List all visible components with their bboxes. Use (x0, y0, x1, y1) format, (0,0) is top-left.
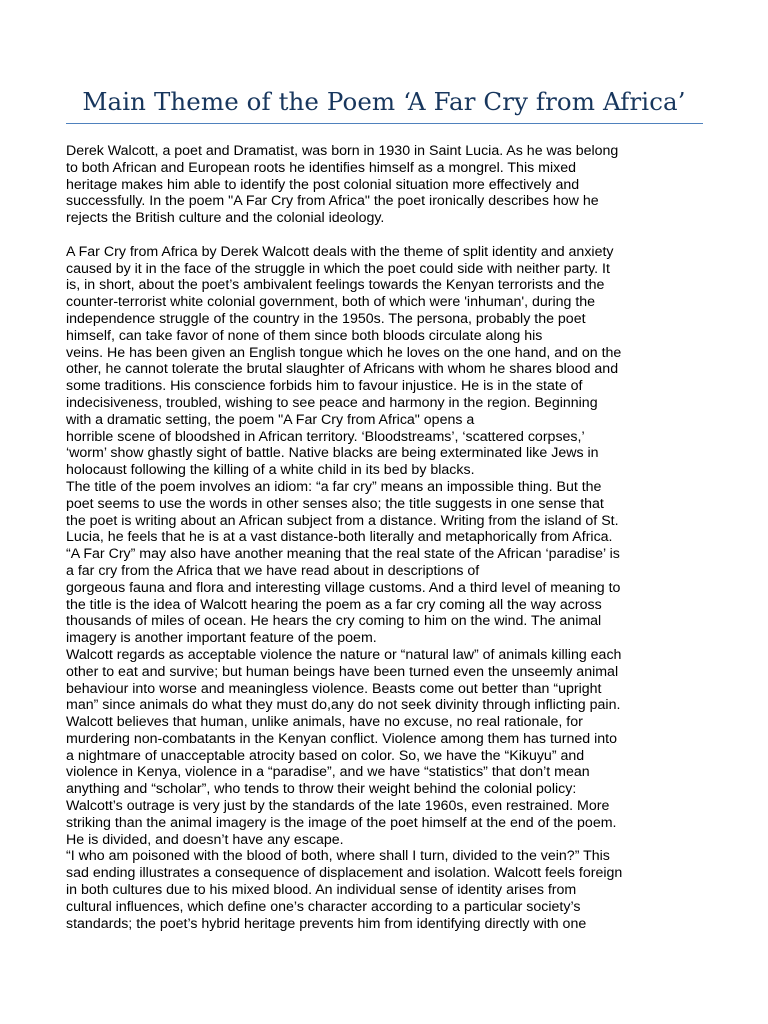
text-line: a far cry from the Africa that we have read about in descriptions of (66, 562, 480, 579)
text-line: some traditions. His conscience forbids him to favour injustice. He is in the state of (66, 378, 583, 395)
text-line: a nightmare of unacceptable atrocity based on color. So, we have the “Kikuyu” and (66, 747, 585, 764)
text-line: to both African and European roots he identifies himself as a mongrel. This mixed (66, 159, 576, 176)
text-line: A Far Cry from Africa by Derek Walcott deals with the theme of split identity and anxiety (66, 243, 614, 260)
text-line: other to eat and survive; but human beings have been turned even the unseemly animal (66, 663, 619, 680)
text-line: cultural influences, which define one’s character according to a particular society’s (66, 898, 581, 915)
text-line: is, in short, about the poet’s ambivalent feelings towards the Kenyan terrorists and the (66, 277, 605, 294)
text-line: holocaust following the killing of a white child in its bed by blacks. (66, 462, 475, 479)
text-line: “A Far Cry” may also have another meaning that the real state of the African ‘paradise’ is (66, 546, 620, 563)
text-line: with a dramatic setting, the poem "A Far Cry from Africa" opens a (66, 411, 475, 428)
text-line: He is divided, and doesn’t have any escape. (66, 831, 344, 848)
text-line: violence in Kenya, violence in a “paradise”, and we have “statistics” that don’t mean (66, 764, 590, 781)
text-line: indecisiveness, troubled, wishing to see peace and harmony in the region. Beginning (66, 394, 598, 411)
text-line: successfully. In the poem "A Far Cry from Africa" the poet ironically describes how he (66, 193, 599, 210)
text-line: The title of the poem involves an idiom: “a far cry” means an impossible thing. But the (66, 478, 602, 495)
title-divider (66, 123, 703, 124)
text-line: Walcott regards as acceptable violence the nature or “natural law” of animals killing each (66, 646, 622, 663)
text-line: imagery is another important feature of the poem. (66, 630, 377, 647)
text-line: caused by it in the face of the struggle in which the poet could side with neither party. It (66, 260, 610, 277)
text-line: thousands of miles of ocean. He hears the cry coming to him on the wind. The animal (66, 613, 602, 630)
text-line: Walcott’s outrage is very just by the standards of the late 1960s, even restrained. More (66, 798, 610, 815)
text-line: Lucia, he feels that he is at a vast distance-both literally and metaphorically from Africa. (66, 529, 613, 546)
text-line: Walcott believes that human, unlike animals, have no excuse, no real rationale, for (66, 714, 583, 731)
paragraph-1 (66, 143, 706, 227)
text-line: man” since animals do what they must do,any do not seek divinity through inflicting pain. (66, 697, 621, 714)
text-line: the poet is writing about an African subject from a distance. Writing from the island of St. (66, 512, 619, 529)
page-title: Main Theme of the Poem ‘A Far Cry from Africa’ (82, 87, 686, 116)
text-line: sad ending illustrates a consequence of displacement and isolation. Walcott feels foreign (66, 865, 623, 882)
text-line: standards; the poet’s hybrid heritage prevents him from identifying directly with one (66, 915, 587, 932)
text-line: independence struggle of the country in the 1950s. The persona, probably the poet (66, 310, 586, 327)
text-line: gorgeous fauna and flora and interesting village customs. And a third level of meaning to (66, 579, 621, 596)
text-line: behaviour into worse and meaningless violence. Beasts come out better than “upright (66, 680, 602, 697)
text-line: counter-terrorist white colonial government, both of which were 'inhuman', during the (66, 294, 596, 311)
text-line: anything and “scholar”, who tends to throw their weight behind the colonial policy: (66, 781, 577, 798)
text-line: rejects the British culture and the colonial ideology. (66, 210, 385, 227)
text-line: the title is the idea of Walcott hearing the poem as a far cry coming all the way across (66, 596, 602, 613)
text-line: poet seems to use the words in other senses also; the title suggests in one sense that (66, 495, 604, 512)
document-body (66, 143, 706, 932)
text-line: murdering non-combatants in the Kenyan conflict. Violence among them has turned into (66, 730, 618, 747)
text-line: Derek Walcott, a poet and Dramatist, was born in 1930 in Saint Lucia. As he was belong (66, 143, 619, 159)
text-line: striking than the animal imagery is the image of the poet himself at the end of the poem. (66, 814, 617, 831)
paragraph-2 (66, 244, 706, 933)
text-line: veins. He has been given an English tongue which he loves on the one hand, and on the (66, 344, 622, 361)
text-line: other, he cannot tolerate the brutal slaughter of Africans with whom he shares blood and (66, 361, 619, 378)
text-line: ‘worm’ show ghastly sight of battle. Native blacks are being exterminated like Jews in (66, 445, 599, 462)
text-line: “I who am poisoned with the blood of both, where shall I turn, divided to the vein?” This (66, 848, 610, 865)
text-line: heritage makes him able to identify the post colonial situation more effectively and (66, 176, 580, 193)
text-line: in both cultures due to his mixed blood. An individual sense of identity arises from (66, 882, 577, 899)
paragraph-spacer (66, 227, 706, 244)
text-line: horrible scene of bloodshed in African territory. ‘Bloodstreams’, ‘scattered corpses,’ (66, 428, 585, 445)
text-line: himself, can take favor of none of them since both bloods circulate along his (66, 327, 543, 344)
